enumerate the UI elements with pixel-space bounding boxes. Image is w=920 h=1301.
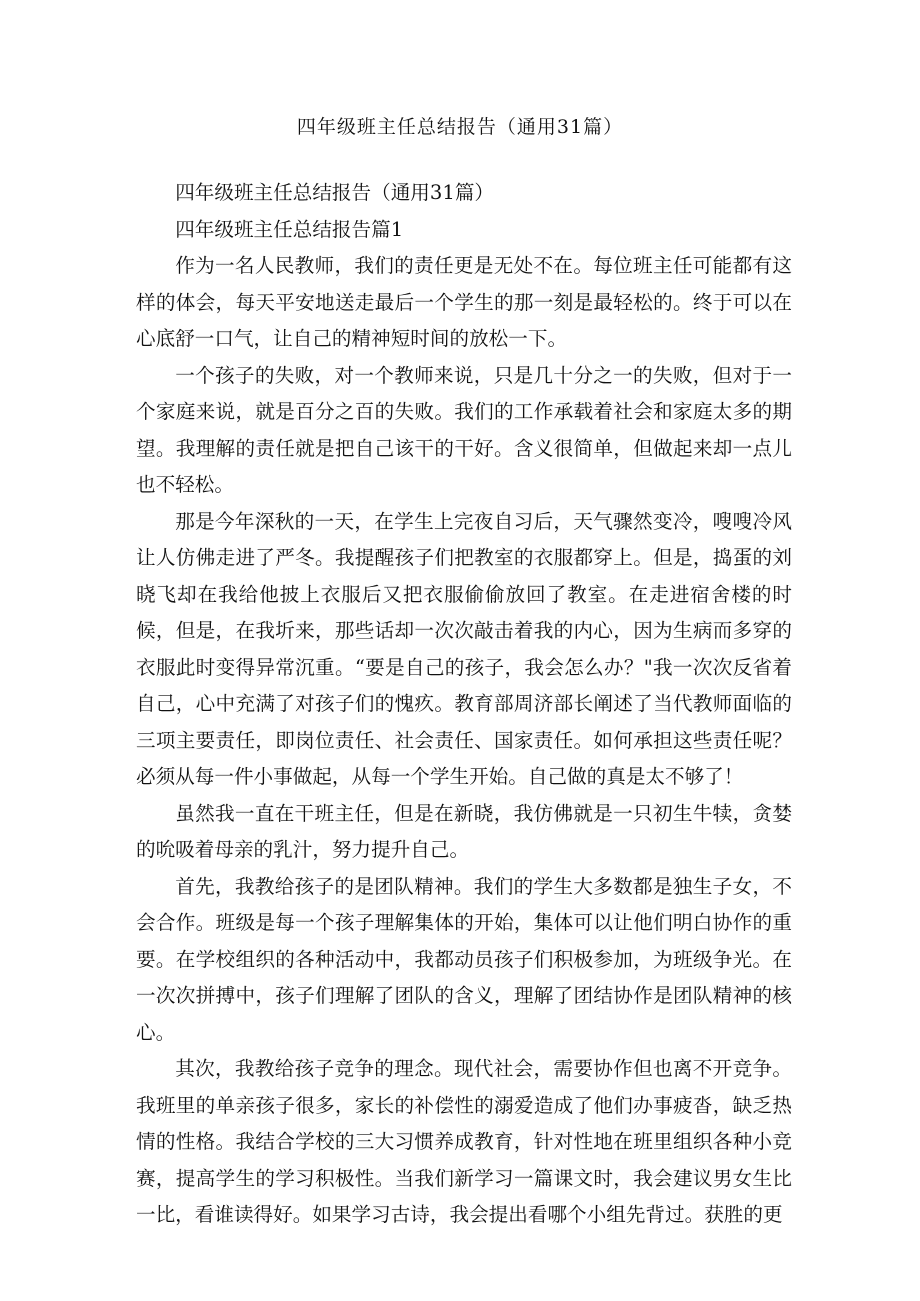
paragraph: 作为一名人民教师，我们的责任更是无处不在。每位班主任可能都有这样的体会，每天平安地送走最后一个学生的那一刻是最轻松的。终于可以在心底舒一口气，让自己的精神短时间的放松一下。	[136, 254, 792, 350]
paragraph: 其次，我教给孩子竞争的理念。现代社会，需要协作但也离不开竞争。我班里的单亲孩子很多，家长的补偿性的溺爱造成了他们办事疲沓，缺乏热情的性格。我结合学校的三大习惯养成教育，针对性地在班里组织各种小竞赛，提高学生的学习积极性。当我们新学习一篇课文时，我会建议男女生比一比，看谁读得好。如果学习古诗，我会提出看哪个小组先背过。获胜的更	[136, 1057, 792, 1226]
document-body	[136, 175, 792, 1234]
paragraph: 一个孩子的失败，对一个教师来说，只是几十分之一的失败，但对于一个家庭来说，就是百分之百的失败。我们的工作承载着社会和家庭太多的期望。我理解的责任就是把自己该干的干好。含义很简单，但做起来却一点儿也不轻松。	[136, 363, 792, 496]
article-heading: 四年级班主任总结报告篇1	[175, 217, 404, 241]
paragraph: 那是今年深秋的一天，在学生上完夜自习后，天气骤然变冷，嗖嗖冷风让人仿佛走进了严冬。我提醒孩子们把教室的衣服都穿上。但是，捣蛋的刘晓飞却在我给他披上衣服后又把衣服偷偷放回了教室。在走进宿舍楼的时候，但是，在我圻来，那些话却一次次敲击着我的内心，因为生病而多穿的衣服此时变得异常沉重。“要是自己的孩子，我会怎么办？"我一次次反省着自己，心中充满了对孩子们的愧疚。教育部周济部长阐述了当代教师面临的三项主要责任，即岗位责任、社会责任、国家责任。如何承担这些责任呢？必须从每一件小事做起，从每一个学生开始。自己做的真是太不够了！	[136, 509, 792, 788]
paragraph: 虽然我一直在干班主任，但是在新晓，我仿佛就是一只初生牛犊，贪婪的吮吸着母亲的乳汁，努力提升自己。	[136, 801, 792, 861]
paragraph: 首先，我教给孩子的是团队精神。我们的学生大多数都是独生子女，不会合作。班级是每一个孩子理解集体的开始，集体可以让他们明白协作的重要。在学校组织的各种活动中，我都动员孩子们积极参加，为班级争光。在一次次拼搏中，孩子们理解了团队的含义，理解了团结协作是团队精神的核心。	[136, 874, 792, 1044]
document-title: 四年级班主任总结报告（通用31篇）	[296, 116, 624, 138]
section-heading: 四年级班主任总结报告（通用31篇）	[175, 181, 495, 204]
